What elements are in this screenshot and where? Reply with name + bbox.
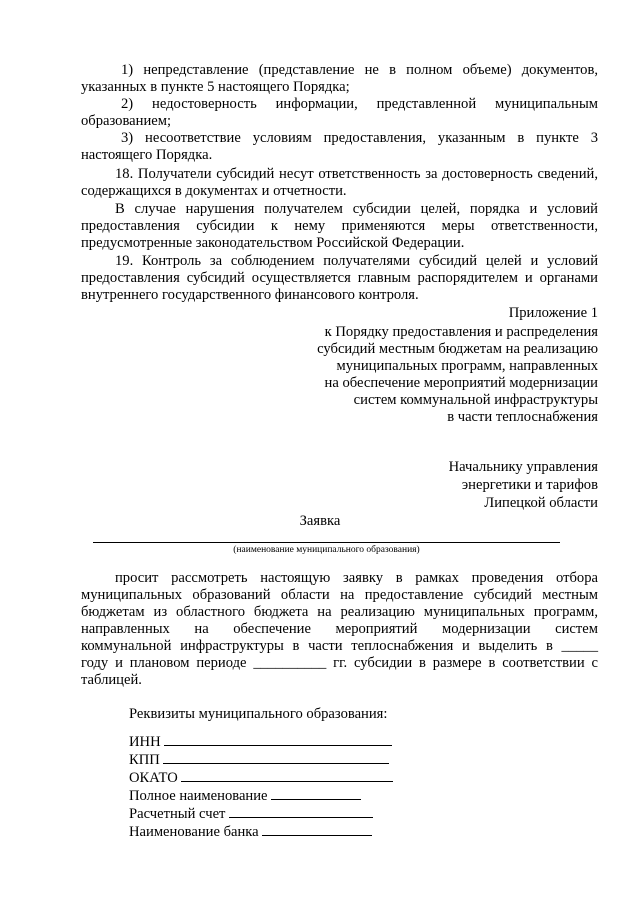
- requisite-label: ОКАТО: [129, 770, 178, 786]
- appendix-line: к Порядку предоставления и распределения: [324, 324, 598, 340]
- addressee-line: энергетики и тарифов: [461, 477, 598, 493]
- full-name-blank[interactable]: [271, 787, 361, 800]
- kpp-blank[interactable]: [163, 751, 389, 764]
- addressee-line: Липецкой области: [484, 495, 598, 511]
- application-title: Заявка: [299, 513, 341, 529]
- appendix-line: субсидий местным бюджетам на реализацию: [317, 341, 598, 357]
- requisite-account: [129, 805, 373, 823]
- requisite-label: Наименование банка: [129, 824, 259, 840]
- paragraph-18: 18. Получатели субсидий несут ответственность за достоверность сведений, содержащихся в документах и отчетности.: [81, 166, 598, 200]
- requisite-okato: [129, 769, 393, 787]
- requisite-label: КПП: [129, 752, 160, 768]
- paragraph-violation: В случае нарушения получателем субсидии целей, порядка и условий предоставления субсидии к нему применяются меры ответственности, предусмотренные законодательством Российской Федерации.: [81, 201, 598, 252]
- body-line: бюджетам из областного бюджета на реализацию муниципальных программ,: [81, 604, 598, 620]
- requisite-label: ИНН: [129, 734, 161, 750]
- requisite-bank: [129, 823, 372, 841]
- list-item-3: 3) несоответствие условиям предоставления, указанным в пункте 3 настоящего Порядка.: [81, 130, 598, 164]
- body-line: коммунальной инфраструктуры в части теплоснабжения и выделить в _____: [81, 638, 598, 654]
- body-line: муниципальных образований области на предоставление субсидий местным: [81, 587, 598, 603]
- requisite-label: Расчетный счет: [129, 806, 226, 822]
- requisite-inn: [129, 733, 392, 751]
- list-item-1: 1) непредставление (представление не в полном объеме) документов, указанных в пункте 5 настоящего Порядка;: [81, 62, 598, 96]
- municipality-name-line: [93, 542, 560, 543]
- okato-blank[interactable]: [181, 769, 393, 782]
- body-line: просит рассмотреть настоящую заявку в рамках проведения отбора: [115, 570, 598, 586]
- body-line: направленных на обеспечение мероприятий модернизации систем: [81, 621, 598, 637]
- paragraph-19: 19. Контроль за соблюдением получателями субсидий целей и условий предоставления субсидий осуществляется главным распорядителем и органами внутреннего государственного финансового контроля.: [81, 253, 598, 304]
- list-item-2: 2) недостоверность информации, представленной муниципальным образованием;: [81, 96, 598, 130]
- body-line: таблицей.: [81, 672, 142, 688]
- municipality-caption: (наименование муниципального образования): [233, 545, 420, 555]
- requisite-label: Полное наименование: [129, 788, 268, 804]
- appendix-line: систем коммунальной инфраструктуры: [353, 392, 598, 408]
- body-line: году и плановом периоде __________ гг. субсидии в размере в соответствии с: [81, 655, 598, 671]
- requisite-kpp: [129, 751, 389, 769]
- appendix-line: на обеспечение мероприятий модернизации: [324, 375, 598, 391]
- requisite-full-name: [129, 787, 361, 805]
- requisites-title: Реквизиты муниципального образования:: [129, 706, 388, 722]
- account-blank[interactable]: [229, 805, 373, 818]
- bank-blank[interactable]: [262, 823, 372, 836]
- appendix-line: муниципальных программ, направленных: [336, 358, 598, 374]
- inn-blank[interactable]: [164, 733, 392, 746]
- appendix-title: Приложение 1: [508, 305, 598, 321]
- appendix-line: в части теплоснабжения: [447, 409, 598, 425]
- addressee-line: Начальнику управления: [448, 459, 598, 475]
